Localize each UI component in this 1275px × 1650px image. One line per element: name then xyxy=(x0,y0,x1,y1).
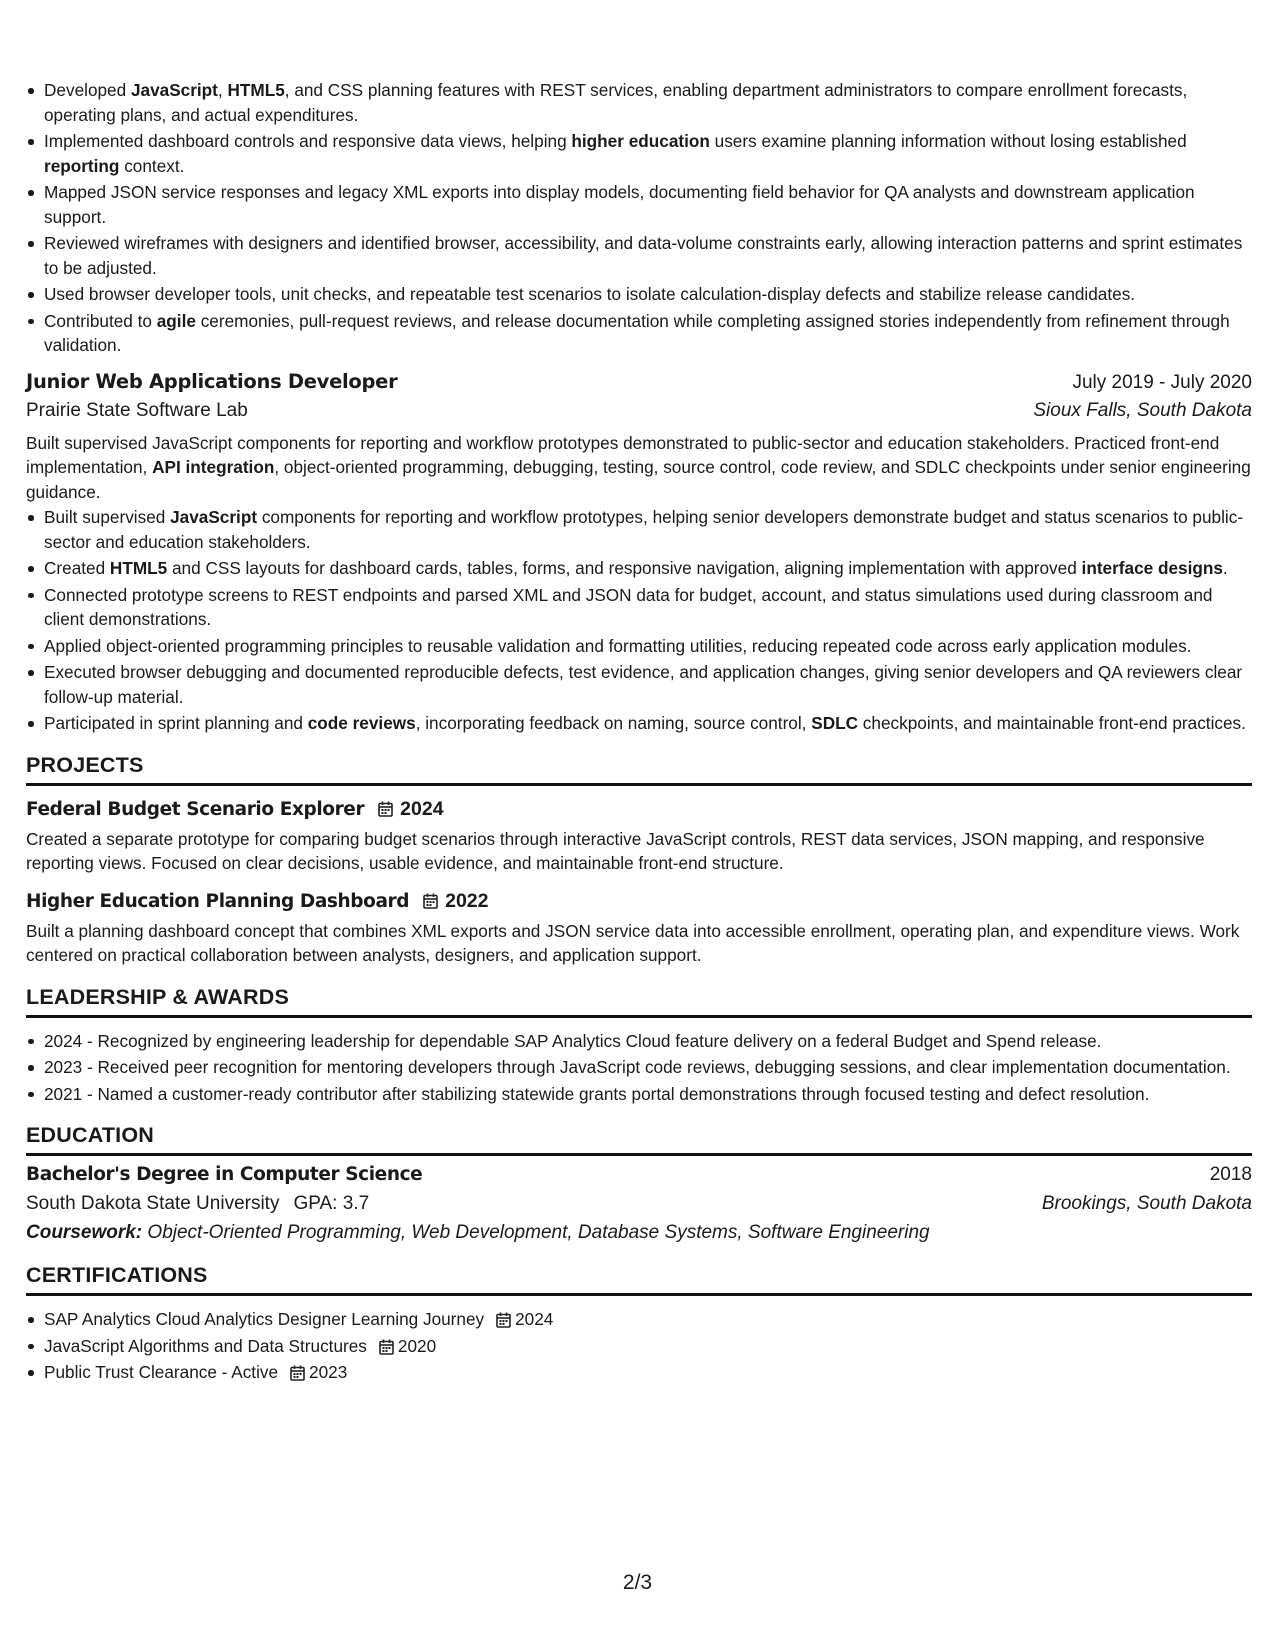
text-run: . xyxy=(1222,558,1228,578)
text-run: Mapped JSON service responses and legacy XML exports into display models, documenting field behavior for QA analysts and downstream application support. xyxy=(44,182,1195,227)
job-summary xyxy=(26,431,1252,505)
section-title: EDUCATION xyxy=(26,1123,155,1147)
text-run: Developed xyxy=(44,80,131,100)
text-run: context. xyxy=(119,155,185,176)
awards-list xyxy=(26,1029,1252,1107)
job2-bullet-list xyxy=(26,505,1252,736)
text-run: Reviewed wireframes with designers and identified browser, accessibility, and data-volume constraints early, allowing interaction patterns and sprint estimates to be adjusted. xyxy=(44,233,1243,278)
degree-title: Bachelor's Degree in Computer Science xyxy=(26,1164,423,1185)
list-item xyxy=(26,556,1252,581)
list-item xyxy=(26,231,1252,280)
keyword: HTML5 xyxy=(227,80,285,100)
calendar-icon xyxy=(378,801,393,817)
list-item: 2024 - Recognized by engineering leadership for dependable SAP Analytics Cloud feature delivery on a federal Budget and Spend release. xyxy=(26,1029,1252,1054)
section-title: PROJECTS xyxy=(26,752,144,777)
awards-section-header xyxy=(26,985,1252,1018)
text-run: Implemented dashboard controls and responsive data views, helping xyxy=(44,131,572,151)
text-run: Applied object-oriented programming principles to reusable validation and formatting utilities, reducing repeated code across early application modules. xyxy=(44,635,1192,656)
keyword: SDLC xyxy=(811,713,859,733)
list-item xyxy=(26,1307,1252,1332)
project-year: 2024 xyxy=(400,797,444,820)
project-title: Higher Education Planning Dashboard xyxy=(26,890,410,912)
text-run: users examine planning information without losing established xyxy=(709,131,1187,151)
text-run: Created xyxy=(44,558,110,578)
certifications-list xyxy=(26,1307,1252,1385)
text-run: checkpoints, and maintainable front-end practices. xyxy=(858,713,1246,733)
projects-section-header xyxy=(26,753,1252,786)
cert-year: 2020 xyxy=(397,1335,437,1356)
education-subheader xyxy=(26,1193,1252,1215)
project-description: Built a planning dashboard concept that combines XML exports and JSON service data into accessible enrollment, operating plan, and expenditure views. Work centered on practical collaboration between analysts, designers, and application support. xyxy=(26,920,1240,965)
keyword: agile xyxy=(156,310,196,331)
calendar-icon xyxy=(496,1312,511,1328)
text-run: ceremonies, pull-request reviews, and release documentation while completing assigned stories independently from refinement through validation. xyxy=(44,310,1230,355)
text-run: Built supervised JavaScript components for reporting and workflow prototypes demonstrated to public-sector and education stakeholders. Practiced front-end implementation, xyxy=(26,432,1220,477)
keyword: code reviews xyxy=(307,713,416,733)
project-description: Created a separate prototype for comparing budget scenarios through interactive JavaScript controls, REST data services, JSON mapping, and responsive reporting views. Focused on clear decisions, usable evidence, and maintainable front-end structure. xyxy=(26,828,1205,873)
text-run: , xyxy=(217,80,228,100)
coursework-list: Object-Oriented Programming, Web Development, Database Systems, Software Engineering xyxy=(147,1222,930,1243)
list-item xyxy=(26,1360,1252,1385)
list-item xyxy=(26,583,1252,632)
text-run: Contributed to xyxy=(44,310,157,331)
keyword: JavaScript xyxy=(130,80,218,100)
text-run: Connected prototype screens to REST endpoints and parsed XML and JSON data for budget, account, and status simulations used during classroom and client demonstrations. xyxy=(44,584,1213,629)
school-info xyxy=(26,1193,369,1215)
graduation-year: 2018 xyxy=(1209,1164,1252,1185)
school-name: South Dakota State University xyxy=(26,1193,280,1214)
section-title: LEADERSHIP & AWARDS xyxy=(26,984,290,1009)
school-location: Brookings, South Dakota xyxy=(1041,1193,1252,1214)
keyword: HTML5 xyxy=(109,558,168,578)
text-run: Built supervised xyxy=(44,507,171,527)
page-number: 2/3 xyxy=(622,1571,653,1594)
list-item xyxy=(26,78,1252,127)
job-title: Junior Web Applications Developer xyxy=(26,369,398,393)
education-header xyxy=(26,1164,1252,1186)
project-year: 2022 xyxy=(445,889,489,912)
coursework-label: Coursework: xyxy=(26,1222,143,1243)
keyword: reporting xyxy=(44,155,120,176)
projects-list xyxy=(26,798,1252,968)
company-name: Prairie State Software Lab xyxy=(26,399,248,421)
project-header xyxy=(26,798,1252,821)
cert-year: 2023 xyxy=(309,1362,348,1382)
job2-subheader xyxy=(26,400,1252,422)
project-title: Federal Budget Scenario Explorer xyxy=(26,798,365,820)
text-run: , incorporating feedback on naming, source control, xyxy=(415,713,812,733)
calendar-icon xyxy=(379,1339,394,1355)
text-run: Used browser developer tools, unit checks, and repeatable test scenarios to isolate calculation-display defects and stabilize release candidates. xyxy=(44,284,1136,304)
list-item xyxy=(26,180,1252,229)
text-run: Executed browser debugging and documented reproducible defects, test evidence, and application changes, giving senior developers and QA reviewers clear follow-up material. xyxy=(44,662,1243,707)
list-item xyxy=(26,1334,1252,1359)
gpa: GPA: 3.7 xyxy=(293,1193,370,1214)
text-run: , object-oriented programming, debugging, testing, source control, code review, and SDLC checkpoints under senior engineering guidance. xyxy=(26,457,1251,502)
cert-name: SAP Analytics Cloud Analytics Designer Learning Journey xyxy=(44,1309,485,1329)
keyword: interface designs xyxy=(1081,558,1223,578)
education-section-header xyxy=(26,1123,1252,1156)
list-item xyxy=(26,282,1252,307)
list-item: 2023 - Received peer recognition for mentoring developers through JavaScript code reviews, debugging sessions, and clear implementation documentation. xyxy=(26,1055,1252,1080)
cert-name: Public Trust Clearance - Active xyxy=(44,1362,279,1382)
text-run: and CSS layouts for dashboard cards, tables, forms, and responsive navigation, aligning implementation with approved xyxy=(167,558,1082,578)
list-item xyxy=(26,711,1252,736)
keyword: JavaScript xyxy=(170,507,258,527)
list-item xyxy=(26,129,1252,178)
keyword: API integration xyxy=(152,457,275,477)
list-item: 2021 - Named a customer-ready contributor after stabilizing statewide grants portal demonstrations through focused testing and defect resolution. xyxy=(26,1082,1252,1107)
text-run: , and CSS planning features with REST services, enabling department administrators to compare enrollment forecasts, operating plans, and actual expenditures. xyxy=(44,80,1188,125)
list-item xyxy=(26,660,1252,709)
job1-bullet-list xyxy=(26,78,1252,358)
calendar-icon xyxy=(423,893,438,909)
resume-page xyxy=(26,78,1252,1387)
job2-header xyxy=(26,370,1252,394)
section-title: CERTIFICATIONS xyxy=(26,1263,208,1287)
list-item xyxy=(26,505,1252,554)
job-dates: July 2019 - July 2020 xyxy=(1072,371,1252,393)
cert-name: JavaScript Algorithms and Data Structures xyxy=(44,1335,367,1356)
cert-year: 2024 xyxy=(515,1309,554,1329)
keyword: higher education xyxy=(571,131,710,151)
text-run: Participated in sprint planning and xyxy=(44,713,308,733)
project-header xyxy=(26,890,1252,913)
list-item xyxy=(26,309,1252,358)
job-location: Sioux Falls, South Dakota xyxy=(1033,399,1252,421)
list-item xyxy=(26,634,1252,659)
coursework xyxy=(26,1222,1252,1244)
calendar-icon xyxy=(290,1365,305,1381)
certifications-section-header xyxy=(26,1263,1252,1296)
text-run: components for reporting and workflow prototypes, helping senior developers demonstrate budget and status scenarios to public-sector and education stakeholders. xyxy=(44,507,1244,552)
